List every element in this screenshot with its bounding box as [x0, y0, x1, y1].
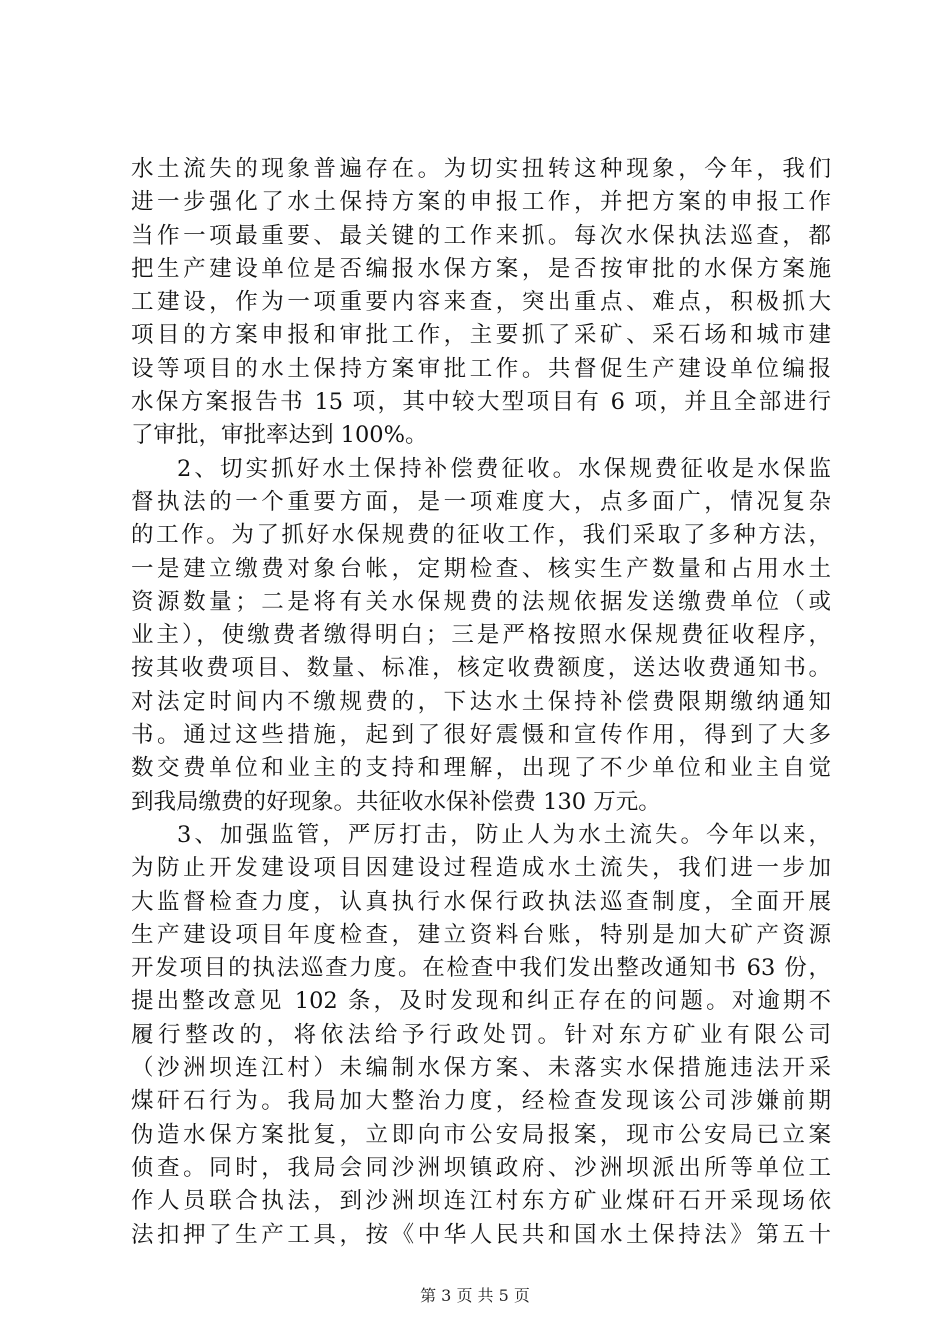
- text-line: 工建设，作为一项重要内容来查，突出重点、难点，积极抓大: [131, 289, 831, 316]
- document-body: [131, 153, 831, 1252]
- text-line: 水保方案报告书 15 项，其中较大型项目有 6 项，并且全部进行: [131, 389, 831, 416]
- text-line: 一是建立缴费对象台帐，定期检查、核实生产数量和占用水土: [131, 555, 831, 582]
- text-line: 伪造水保方案批复，立即向市公安局报案，现市公安局已立案: [131, 1121, 831, 1148]
- text-line: 水土流失的现象普遍存在。为切实扭转这种现象，今年，我们: [131, 156, 831, 182]
- text-line: 了审批，审批率达到 100%。: [131, 422, 428, 449]
- text-line: 到我局缴费的好现象。共征收水保补偿费 130 万元。: [131, 788, 661, 815]
- text-line: 的工作。为了抓好水保规费的征收工作，我们采取了多种方法，: [131, 522, 831, 549]
- text-line: 业主），使缴费者缴得明白；三是严格按照水保规费征收程序，: [131, 622, 831, 649]
- text-line: 进一步强化了水土保持方案的申报工作，并把方案的申报工作: [131, 189, 831, 216]
- text-line: 资源数量；二是将有关水保规费的法规依据发送缴费单位（或: [131, 588, 831, 615]
- text-line: 2、切实抓好水土保持补偿费征收。水保规费征收是水保监: [177, 455, 831, 482]
- text-line: 项目的方案申报和审批工作，主要抓了采矿、采石场和城市建: [131, 322, 831, 349]
- text-line: （沙洲坝连江村）未编制水保方案、未落实水保措施违法开采: [131, 1055, 831, 1082]
- text-line: 按其收费项目、数量、标准，核定收费额度，送达收费通知书。: [131, 655, 831, 682]
- text-line: 数交费单位和业主的支持和理解，出现了不少单位和业主自觉: [131, 755, 831, 782]
- text-line: 当作一项最重要、最关键的工作来抓。每次水保执法巡查，都: [131, 222, 831, 249]
- text-line: 把生产建设单位是否编报水保方案，是否按审批的水保方案施: [131, 255, 831, 282]
- text-line: 为防止开发建设项目因建设过程造成水土流失，我们进一步加: [131, 855, 831, 882]
- text-line: 开发项目的执法巡查力度。在检查中我们发出整改通知书 63 份，: [131, 955, 831, 982]
- text-line: 侦查。同时，我局会同沙洲坝镇政府、沙洲坝派出所等单位工: [131, 1154, 831, 1181]
- text-line: 督执法的一个重要方面，是一项难度大，点多面广，情况复杂: [131, 488, 831, 515]
- text-line: 法扣押了生产工具，按《中华人民共和国水土保持法》第五十: [131, 1221, 831, 1248]
- text-line: 生产建设项目年度检查，建立资料台账，特别是加大矿产资源: [131, 921, 831, 948]
- text-line: 作人员联合执法，到沙洲坝连江村东方矿业煤矸石开采现场依: [131, 1188, 831, 1215]
- text-line: 履行整改的，将依法给予行政处罚。针对东方矿业有限公司: [131, 1021, 831, 1048]
- text-line: 3、加强监管，严厉打击，防止人为水土流失。今年以来，: [177, 821, 831, 848]
- text-line: 对法定时间内不缴规费的，下达水土保持补偿费限期缴纳通知: [131, 688, 831, 715]
- text-line: 书。通过这些措施，起到了很好震慑和宣传作用，得到了大多: [131, 722, 831, 749]
- page-number-label: 第 3 页 共 5 页: [420, 1286, 530, 1305]
- page-footer: [0, 1283, 950, 1306]
- text-line: 提出整改意见 102 条，及时发现和纠正存在的问题。对逾期不: [131, 988, 831, 1015]
- text-line: 大监督检查力度，认真执行水保行政执法巡查制度，全面开展: [131, 888, 831, 915]
- text-line: 设等项目的水土保持方案审批工作。共督促生产建设单位编报: [131, 355, 831, 382]
- text-line: 煤矸石行为。我局加大整治力度，经检查发现该公司涉嫌前期: [131, 1088, 831, 1115]
